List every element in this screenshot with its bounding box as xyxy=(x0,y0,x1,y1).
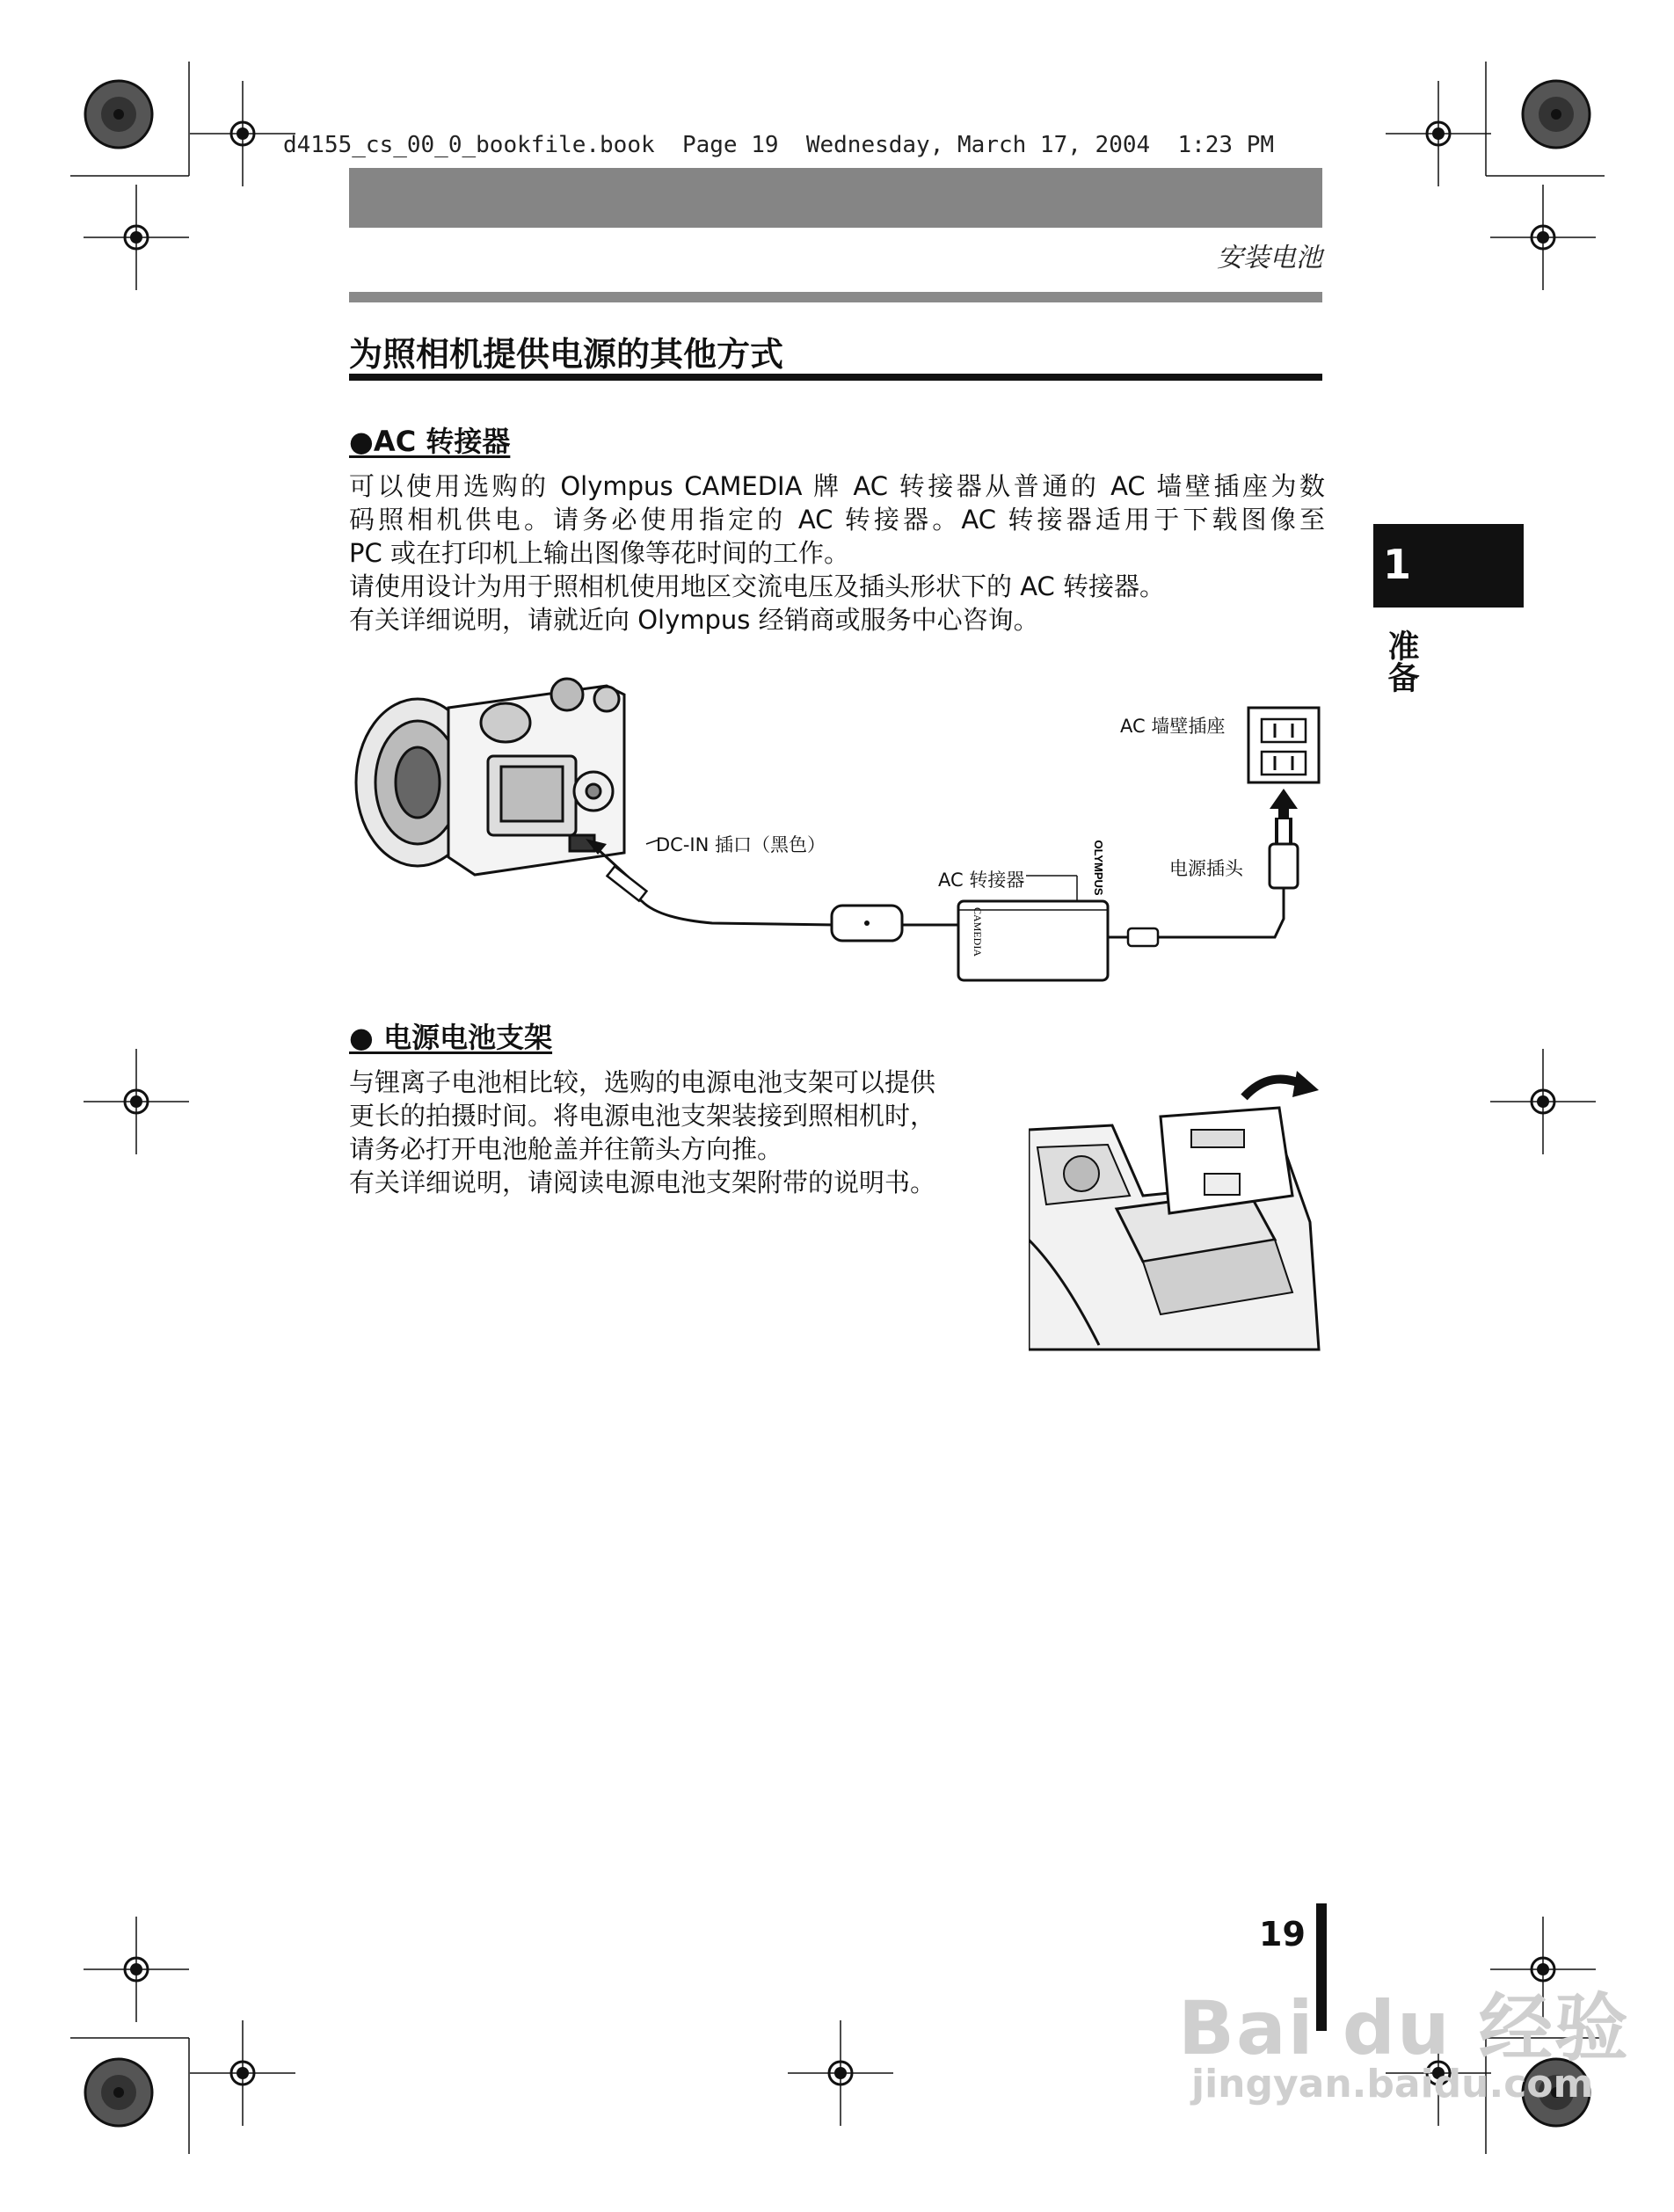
paragraph-line: 码照相机供电。请务必使用指定的 AC 转接器。AC 转接器适用于下载图像至 xyxy=(349,505,1325,535)
ac-adapter-box xyxy=(958,840,1108,980)
crosshair-left-mid xyxy=(84,1049,189,1154)
plug-arrow xyxy=(1270,789,1298,819)
paragraph-line: 更长的拍摄时间。将电源电池支架装接到照相机时， xyxy=(349,1101,936,1131)
paragraph-line: PC 或在打印机上输出图像等花时间的工作。 xyxy=(349,538,849,568)
wall-outlet xyxy=(1248,708,1319,782)
paragraph-line: 请使用设计为用于照相机使用地区交流电压及插头形状下的 AC 转接器。 xyxy=(349,571,1166,601)
watermark-url: jingyan.baidu.com xyxy=(1191,2062,1594,2106)
registration-target-top-right xyxy=(1523,81,1590,148)
crosshair-left-bottom xyxy=(84,1917,189,2022)
power-plug xyxy=(1270,818,1298,888)
dc-in-label: DC-IN 插口（黑色） xyxy=(656,834,826,855)
title-bar xyxy=(349,292,1322,302)
paragraph-line: 有关详细说明，请就近向 Olympus 经销商或服务中心咨询。 xyxy=(349,605,1039,635)
crosshair-right-mid xyxy=(1490,1049,1596,1154)
paragraph-line: 请务必打开电池舱盖并往箭头方向推。 xyxy=(349,1134,783,1164)
power-cord xyxy=(1158,888,1284,937)
crosshair-right-top xyxy=(1490,185,1596,290)
battery-holder-paragraph xyxy=(349,1066,1017,1199)
crosshair-top-2 xyxy=(1386,81,1491,186)
battery-compartment-illustration xyxy=(1029,1064,1328,1354)
file-info-header: d4155_cs_00_0_bookfile.book Page 19 Wednesday, March 17, 2004 1:23 PM xyxy=(283,132,1275,158)
camera-illustration xyxy=(356,679,624,875)
running-head: 安装电池 xyxy=(1217,243,1322,273)
paragraph-line: 与锂离子电池相比较，选购的电源电池支架可以提供 xyxy=(349,1067,936,1097)
chapter-name: 准备 xyxy=(1383,629,1419,693)
dc-plug xyxy=(608,866,647,900)
paragraph-line: 有关详细说明，请阅读电源电池支架附带的说明书。 xyxy=(349,1168,936,1197)
chapter-number: 1 xyxy=(1383,541,1412,588)
adapter-brand-text: OLYMPUS xyxy=(1092,840,1105,896)
battery-door xyxy=(1161,1108,1292,1213)
crosshair-bottom-2 xyxy=(788,2020,893,2126)
watermark-brand: Bai du 经验 xyxy=(1178,1985,1630,2071)
header-bar xyxy=(349,168,1322,228)
crosshair-top-1 xyxy=(190,81,295,186)
registration-target-bottom-left xyxy=(85,2059,152,2126)
ac-adapter-heading: ●AC 转接器 xyxy=(349,425,511,458)
title-rule xyxy=(349,374,1322,381)
registration-target-top-left xyxy=(85,81,152,148)
crosshair-bottom-1 xyxy=(190,2020,295,2126)
wall-outlet-label: AC 墙壁插座 xyxy=(1120,716,1226,737)
battery-holder-heading: ● 电源电池支架 xyxy=(349,1021,553,1054)
plug-label: 电源插头 xyxy=(1169,858,1243,879)
page-title: 为照相机提供电源的其他方式 xyxy=(349,335,784,374)
adapter-label: AC 转接器 xyxy=(938,870,1025,891)
adapter-cord-connector xyxy=(1128,928,1158,946)
crosshair-left-top xyxy=(84,185,189,290)
paragraph-line: 可以使用选购的 Olympus CAMEDIA 牌 AC 转接器从普通的 AC 墙壁插座为数 xyxy=(349,471,1325,501)
ac-adapter-paragraph xyxy=(349,469,1325,637)
adapter-model-text: CAMEDIA xyxy=(972,907,984,957)
page-number: 19 xyxy=(1259,1915,1306,1954)
